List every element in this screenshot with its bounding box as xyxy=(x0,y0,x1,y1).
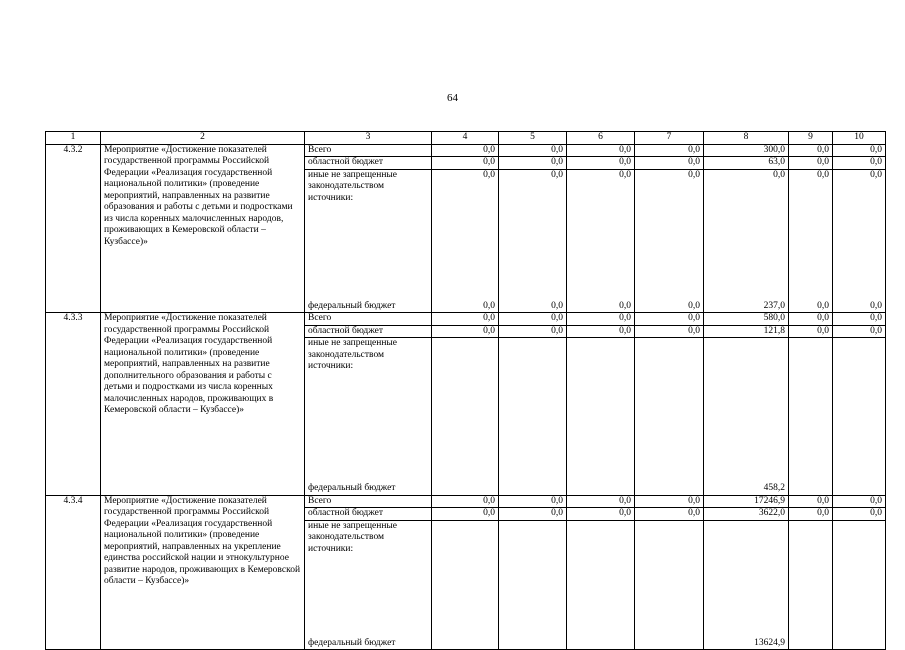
funding-source-label: федеральный бюджет xyxy=(305,555,432,650)
amount-cell xyxy=(567,520,635,555)
amount-cell: 580,0 xyxy=(704,313,789,326)
page-number: 64 xyxy=(447,92,458,104)
amount-cell: 0,0 xyxy=(789,325,833,338)
amount-cell: 0,0 xyxy=(567,204,635,313)
amount-cell: 0,0 xyxy=(499,495,567,508)
amount-cell xyxy=(789,520,833,555)
amount-cell: 0,0 xyxy=(567,169,635,204)
amount-cell: 0,0 xyxy=(635,144,704,157)
amount-cell xyxy=(833,555,886,650)
amount-cell: 237,0 xyxy=(704,204,789,313)
funding-source-label: областной бюджет xyxy=(305,325,432,338)
amount-cell: 0,0 xyxy=(499,204,567,313)
amount-cell xyxy=(567,338,635,373)
amount-cell: 0,0 xyxy=(432,144,499,157)
amount-cell: 0,0 xyxy=(432,325,499,338)
funding-source-label: федеральный бюджет xyxy=(305,204,432,313)
amount-cell: 17246,9 xyxy=(704,495,789,508)
amount-cell xyxy=(499,520,567,555)
amount-cell xyxy=(432,555,499,650)
amount-cell: 0,0 xyxy=(635,325,704,338)
amount-cell: 0,0 xyxy=(635,495,704,508)
amount-cell: 0,0 xyxy=(432,508,499,521)
amount-cell: 0,0 xyxy=(789,144,833,157)
amount-cell xyxy=(432,520,499,555)
table-row xyxy=(46,144,886,157)
funding-source-label: областной бюджет xyxy=(305,157,432,170)
amount-cell xyxy=(499,555,567,650)
amount-cell: 0,0 xyxy=(789,495,833,508)
amount-cell xyxy=(567,373,635,496)
table-body xyxy=(46,132,886,650)
amount-cell: 0,0 xyxy=(499,313,567,326)
amount-cell: 0,0 xyxy=(833,508,886,521)
funding-source-label: Всего xyxy=(305,144,432,157)
amount-cell: 0,0 xyxy=(432,313,499,326)
amount-cell: 0,0 xyxy=(833,325,886,338)
amount-cell: 0,0 xyxy=(833,144,886,157)
amount-cell: 0,0 xyxy=(833,495,886,508)
amount-cell: 0,0 xyxy=(635,313,704,326)
amount-cell: 0,0 xyxy=(567,313,635,326)
col-header: 4 xyxy=(432,132,499,145)
funding-source-label: иные не запрещенные законодательством источники: xyxy=(305,520,432,555)
amount-cell: 0,0 xyxy=(499,144,567,157)
col-header: 1 xyxy=(46,132,101,145)
funding-source-label: Всего xyxy=(305,313,432,326)
amount-cell xyxy=(432,373,499,496)
amount-cell: 0,0 xyxy=(499,169,567,204)
amount-cell: 3622,0 xyxy=(704,508,789,521)
amount-cell xyxy=(635,338,704,373)
amount-cell: 0,0 xyxy=(432,204,499,313)
amount-cell: 0,0 xyxy=(635,169,704,204)
amount-cell: 0,0 xyxy=(789,313,833,326)
table-row xyxy=(46,495,886,508)
amount-cell: 0,0 xyxy=(789,508,833,521)
amount-cell: 0,0 xyxy=(432,169,499,204)
amount-cell: 0,0 xyxy=(789,157,833,170)
amount-cell: 63,0 xyxy=(704,157,789,170)
amount-cell: 0,0 xyxy=(499,325,567,338)
col-header: 2 xyxy=(101,132,305,145)
amount-cell xyxy=(704,338,789,373)
row-id: 4.3.4 xyxy=(46,495,101,650)
header-row xyxy=(46,132,886,145)
row-description: Мероприятие «Достижение показателей государственной программы Российской Федерации «Реализация государственной национальной политики» (проведение мероприятий, направленных на развитие дополнительного образования и работы с детьми и подростками из числа коренных малочисленных народов, проживающих в Кемеровской области – Кузбассе)» xyxy=(101,313,305,496)
amount-cell: 0,0 xyxy=(833,204,886,313)
amount-cell: 0,0 xyxy=(567,325,635,338)
amount-cell: 0,0 xyxy=(833,157,886,170)
amount-cell: 0,0 xyxy=(499,157,567,170)
amount-cell xyxy=(789,373,833,496)
row-id: 4.3.2 xyxy=(46,144,101,313)
col-header: 6 xyxy=(567,132,635,145)
amount-cell xyxy=(704,520,789,555)
amount-cell xyxy=(635,520,704,555)
amount-cell: 0,0 xyxy=(833,313,886,326)
amount-cell: 0,0 xyxy=(432,495,499,508)
amount-cell: 13624,9 xyxy=(704,555,789,650)
amount-cell: 300,0 xyxy=(704,144,789,157)
amount-cell xyxy=(635,555,704,650)
col-header: 10 xyxy=(833,132,886,145)
row-id: 4.3.3 xyxy=(46,313,101,496)
funding-source-label: областной бюджет xyxy=(305,508,432,521)
funding-source-label: иные не запрещенные законодательством источники: xyxy=(305,169,432,204)
col-header: 9 xyxy=(789,132,833,145)
amount-cell: 121,8 xyxy=(704,325,789,338)
row-description: Мероприятие «Достижение показателей государственной программы Российской Федерации «Реализация государственной национальной политики» (проведение мероприятий, направленных на укрепление единства российской нации и этнокультурное развитие народов, проживающих в Кемеровской области – Кузбассе)» xyxy=(101,495,305,650)
amount-cell: 0,0 xyxy=(789,169,833,204)
col-header: 8 xyxy=(704,132,789,145)
col-header: 7 xyxy=(635,132,704,145)
amount-cell xyxy=(789,338,833,373)
amount-cell xyxy=(499,373,567,496)
amount-cell: 0,0 xyxy=(567,144,635,157)
amount-cell: 0,0 xyxy=(704,169,789,204)
amount-cell: 0,0 xyxy=(833,169,886,204)
budget-table xyxy=(45,131,886,650)
table-row xyxy=(46,313,886,326)
col-header: 5 xyxy=(499,132,567,145)
funding-source-label: иные не запрещенные законодательством источники: xyxy=(305,338,432,373)
amount-cell xyxy=(833,373,886,496)
amount-cell xyxy=(833,520,886,555)
amount-cell: 0,0 xyxy=(635,157,704,170)
amount-cell xyxy=(432,338,499,373)
amount-cell: 0,0 xyxy=(789,204,833,313)
amount-cell: 0,0 xyxy=(635,204,704,313)
amount-cell: 0,0 xyxy=(567,508,635,521)
col-header: 3 xyxy=(305,132,432,145)
amount-cell xyxy=(833,338,886,373)
amount-cell: 458,2 xyxy=(704,373,789,496)
amount-cell xyxy=(789,555,833,650)
amount-cell xyxy=(635,373,704,496)
funding-source-label: Всего xyxy=(305,495,432,508)
amount-cell: 0,0 xyxy=(567,495,635,508)
row-description: Мероприятие «Достижение показателей государственной программы Российской Федерации «Реализация государственной национальной политики» (проведение мероприятий, направленных на развитие образования и работы с детьми и подростками из числа коренных малочисленных народов, проживающих в Кемеровской области – Кузбассе)» xyxy=(101,144,305,313)
amount-cell: 0,0 xyxy=(499,508,567,521)
amount-cell xyxy=(567,555,635,650)
amount-cell: 0,0 xyxy=(432,157,499,170)
amount-cell xyxy=(499,338,567,373)
funding-source-label: федеральный бюджет xyxy=(305,373,432,496)
amount-cell: 0,0 xyxy=(567,157,635,170)
amount-cell: 0,0 xyxy=(635,508,704,521)
